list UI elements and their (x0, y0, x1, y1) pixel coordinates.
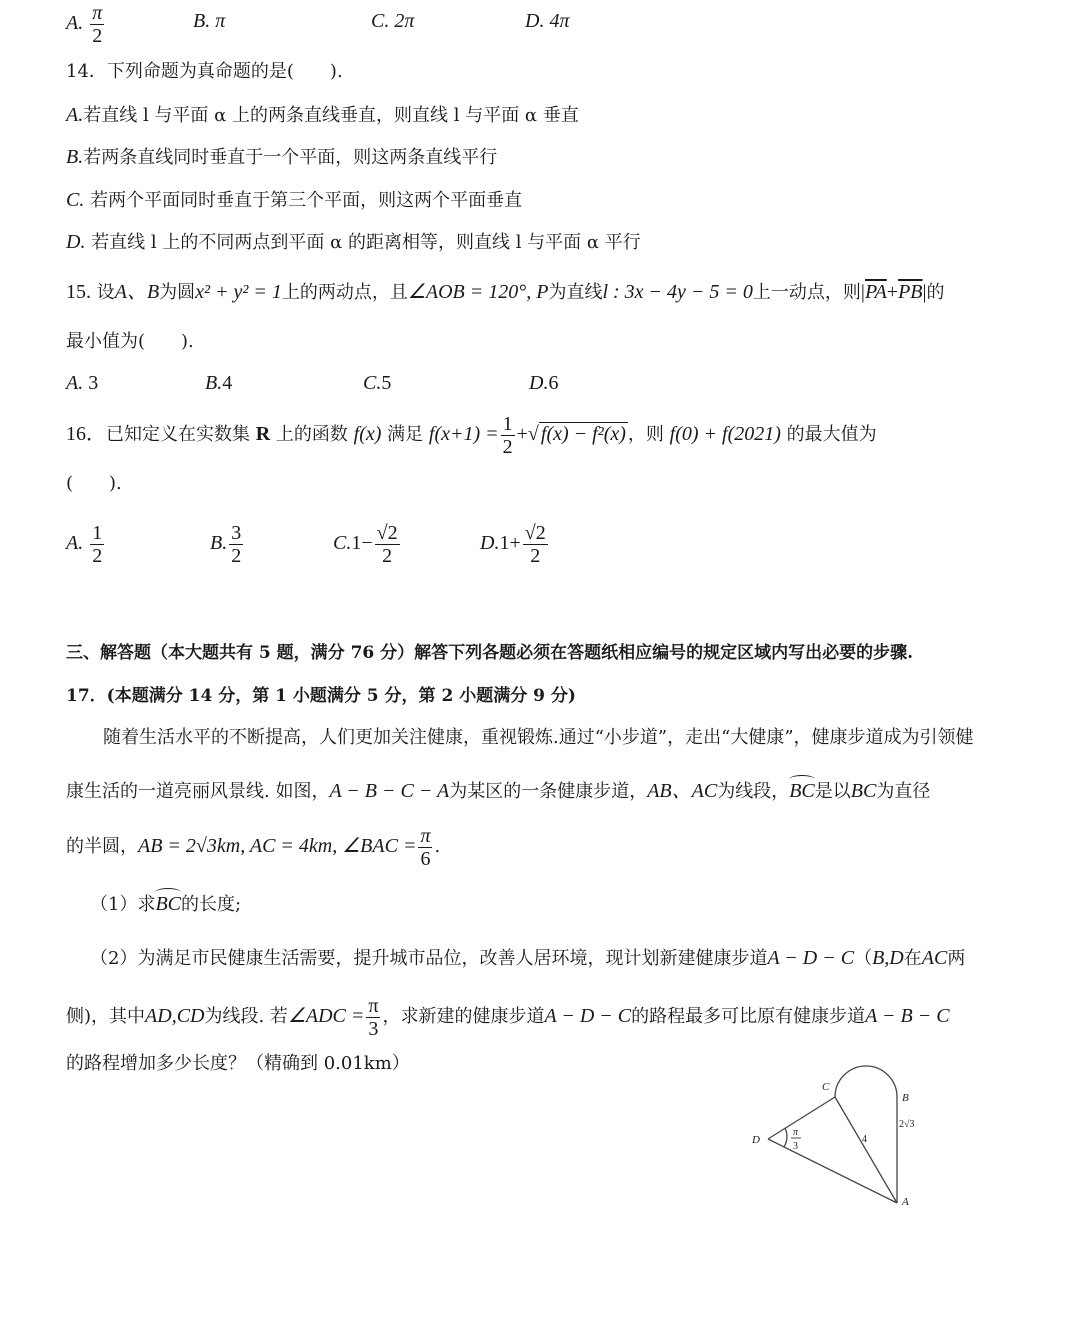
text: 康生活的一道亮丽风景线. 如图， (66, 781, 330, 802)
option-text: 若两个平面同时垂直于第三个平面，则这两个平面垂直 (90, 190, 523, 211)
q14-option-d (66, 230, 641, 255)
q16-stem-line2: ( ). (66, 473, 122, 494)
q15-option-a (66, 372, 98, 395)
math: AC (921, 947, 948, 969)
arc-bc: BC (155, 893, 182, 915)
math: ∠ADC = (287, 1005, 365, 1027)
math: + (516, 423, 528, 445)
math: f(x) (353, 423, 382, 445)
label-c: C (822, 1081, 830, 1093)
q17-paragraph-1: 随着生活水平的不断提高，人们更加关注健康，重视锻炼.通过“小步道”，走出“大健康”，健康步道成为引领健 (103, 727, 974, 748)
option-text: 若直线 l 与平面 α 上的两条直线垂直，则直线 l 与平面 α 垂直 (83, 105, 579, 126)
q16-option-a (66, 522, 106, 567)
denominator: 2 (92, 25, 103, 47)
fraction (366, 995, 380, 1040)
label-b: B (902, 1092, 909, 1104)
option-label: B. (193, 10, 211, 32)
numerator: π (92, 2, 103, 24)
text: 已知定义在实数集 (106, 424, 250, 445)
denominator: 2 (92, 545, 103, 567)
text: ，求新建的健康步道 (382, 1006, 545, 1027)
denominator: 2 (502, 435, 513, 458)
q17-sub2-line3: 的路程增加多少长度？（精确到 0.01km） (66, 1053, 410, 1074)
option-value: 5 (381, 372, 392, 394)
text: 为线段. 若 (204, 1006, 288, 1027)
fraction (90, 2, 104, 47)
q17-header: 17．(本题满分 14 分，第 1 小题满分 5 分，第 2 小题满分 9 分) (66, 686, 576, 706)
option-label: B. (210, 532, 228, 555)
question-number: 16． (66, 423, 106, 445)
text: 侧)，其中 (66, 1006, 146, 1027)
option-label: B. (205, 372, 223, 394)
q16-stem: 16．已知定义在实数集 R 上的函数 f(x) 满足 f(x+1) = $\frac{1}{2}$ +√ f(x) − f²(x) ，则 f(0) + f(2021) 的最大值为 (66, 412, 877, 458)
q17-sub2 (90, 946, 965, 971)
fraction (90, 522, 104, 567)
q17-sub1 (90, 892, 241, 917)
option-label: D. (66, 231, 86, 253)
numerator: π (420, 824, 431, 847)
text: （2）为满足市民健康生活需要，提升城市品位，改善人居环境，现计划新建健康步道 (90, 948, 768, 969)
option-label: C. (333, 532, 352, 555)
text: 为某区的一条健康步道， (449, 781, 648, 802)
option-label: D. (525, 10, 545, 32)
fraction (229, 522, 243, 567)
text: 是以 (814, 781, 851, 802)
label-ac-length: 4 (862, 1134, 867, 1145)
label-d: D (752, 1134, 760, 1146)
q14-option-c (66, 188, 522, 213)
denominator: 2 (530, 545, 541, 567)
q13-option-a (66, 2, 106, 47)
fraction (418, 825, 432, 870)
geometry-figure (740, 1055, 940, 1220)
angle-arc (784, 1128, 787, 1147)
q15-stem: 15. 设A、B为圆x² + y² = 1上的两动点，且∠AOB = 120°, P为直线l : 3x − 4y − 5 = 0上一动点，则$|\overline{PA}+\overline{PB}|$的 (66, 281, 945, 303)
q16-option-b (210, 522, 245, 567)
numerator: π (368, 994, 379, 1017)
denominator: 6 (420, 847, 431, 870)
numerator: √2 (524, 522, 546, 544)
option-label: C. (363, 372, 382, 394)
math: AB、AC (647, 780, 718, 802)
math: AB = 2√3km, AC = 4km, ∠BAC = (138, 835, 417, 857)
text: 上的两动点，且 (281, 282, 408, 303)
math: f(0) + f(2021) (669, 423, 781, 445)
math: l : 3x − 4y − 5 = 0 (602, 281, 753, 303)
section-heading: 三、解答题（本大题共有 5 题，满分 76 分）解答下列各题必须在答题纸相应编号的规定区域内写出必要的步骤. (66, 643, 914, 663)
math: R (255, 423, 271, 445)
math: A − D − C (767, 947, 855, 969)
text: 上的函数 (275, 424, 348, 445)
fraction (375, 522, 400, 567)
option-label: D. (480, 532, 500, 555)
label-ab-length: 2√3 (899, 1119, 915, 1130)
math: 1− (351, 532, 373, 555)
text: . (434, 836, 441, 857)
option-label: A. (66, 104, 84, 126)
text: 为线段， (717, 781, 790, 802)
numerator: √2 (376, 522, 398, 544)
option-value: 2π (394, 10, 415, 32)
denominator: 3 (368, 1017, 379, 1040)
q16-option-c (333, 522, 402, 567)
q15-option-c (363, 372, 391, 395)
arc-bc: BC (789, 780, 815, 802)
text: ，则 (627, 424, 664, 445)
option-label: C. (371, 10, 390, 32)
option-value: 3 (88, 372, 99, 394)
option-value: 4π (549, 10, 570, 32)
denominator: 2 (231, 545, 242, 567)
text: （1）求 (90, 894, 156, 915)
q15-stem-line2: 最小值为( ). (66, 331, 194, 352)
numerator: 3 (231, 522, 242, 544)
q15-option-b (205, 372, 232, 395)
text: 的半圆， (66, 836, 138, 857)
sqrt-body: f(x) − f²(x) (540, 423, 626, 445)
option-value: 4 (222, 372, 233, 394)
label-a: A (902, 1196, 909, 1208)
q14-option-b (66, 145, 497, 170)
math: 1+ (499, 532, 521, 555)
text: 两 (947, 948, 966, 969)
vector-pa: $\overline{PA}$ (864, 281, 887, 303)
math: f(x+1) = (428, 423, 499, 445)
denominator: 2 (382, 545, 393, 567)
text: 为直线 (548, 282, 603, 303)
fraction (523, 522, 548, 567)
semicircle-bc (835, 1066, 897, 1097)
option-label: A. (66, 12, 84, 35)
angle-den: 3 (793, 1141, 798, 1152)
q17-paragraph-2 (66, 779, 930, 804)
q16-option-d (480, 522, 550, 567)
math: BC (850, 780, 877, 802)
text: 的长度; (181, 894, 242, 915)
math: A、B (114, 281, 160, 303)
option-label: A. (66, 372, 84, 394)
angle-num: π (793, 1127, 799, 1138)
numerator: 1 (502, 412, 513, 435)
q14-option-a (66, 103, 579, 128)
q17-sub2-line2 (66, 992, 950, 1041)
vector-pb: $\overline{PB}$ (898, 281, 923, 303)
text: 的 (926, 282, 945, 303)
text: （ (854, 948, 873, 969)
math: x² + y² = 1 (195, 281, 282, 303)
segment-dc (768, 1097, 835, 1139)
q13-option-b (193, 10, 225, 33)
q15-option-d (529, 372, 558, 395)
text: 为圆 (159, 282, 196, 303)
option-label: D. (529, 372, 549, 394)
q13-option-c (371, 10, 414, 33)
option-label: B. (66, 146, 84, 168)
math: A − B − C − A (329, 780, 450, 802)
text: 为直径 (876, 781, 931, 802)
fraction (501, 413, 515, 458)
option-value: 6 (548, 372, 559, 394)
numerator: 1 (92, 522, 103, 544)
q13-option-d (525, 10, 569, 33)
option-label: C. (66, 189, 85, 211)
text: 设 (96, 282, 115, 303)
q17-paragraph-3 (66, 822, 440, 871)
math: B,D (872, 947, 904, 969)
option-text: 若两条直线同时垂直于一个平面，则这两条直线平行 (83, 147, 498, 168)
math: ∠AOB = 120°, P (407, 281, 549, 303)
text: 在 (903, 948, 922, 969)
q14-stem: 14．下列命题为真命题的是( ). (66, 61, 343, 82)
option-value: π (215, 10, 226, 32)
text: 的最大值为 (786, 424, 877, 445)
math: AD,CD (145, 1005, 205, 1027)
math: A − B − C (865, 1005, 950, 1027)
text: 上一动点，则 (752, 282, 861, 303)
option-text: 若直线 l 上的不同两点到平面 α 的距离相等，则直线 l 与平面 α 平行 (91, 232, 641, 253)
math: A − D − C (544, 1005, 632, 1027)
question-number: 15. (66, 281, 91, 303)
text: 的路程最多可比原有健康步道 (631, 1006, 866, 1027)
text: 满足 (387, 424, 424, 445)
option-label: A. (66, 532, 84, 555)
